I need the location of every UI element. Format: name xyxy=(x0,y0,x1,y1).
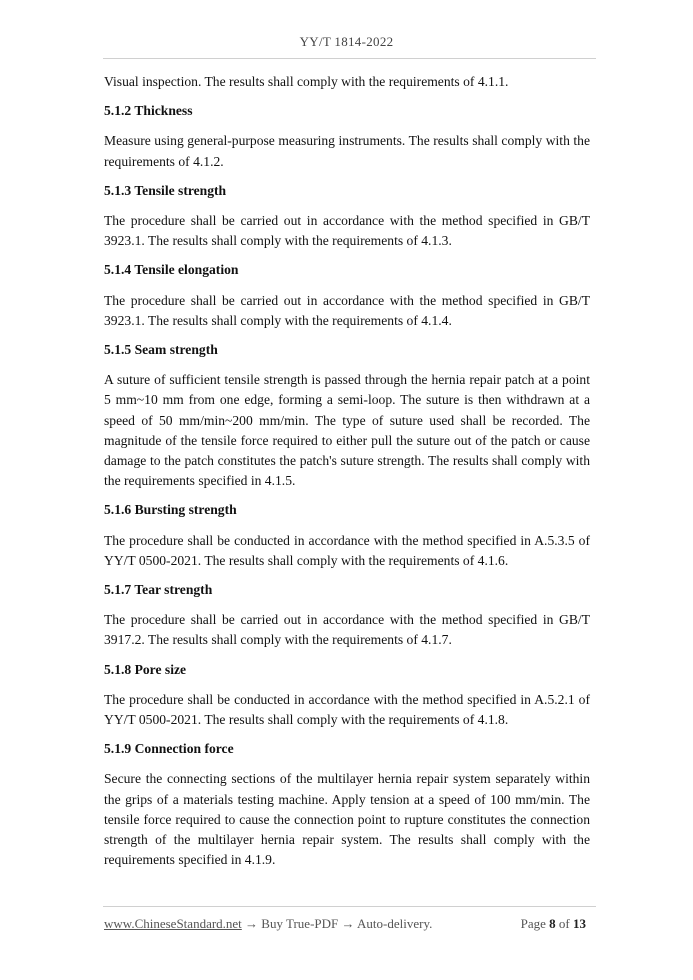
section-paragraph: The procedure shall be carried out in accordance with the method specified in GB/T 3923.1. The results shall comply with the requirements of 4.1.3. xyxy=(104,213,590,249)
section-paragraph: The procedure shall be conducted in accordance with the method specified in A.5.2.1 of YY/T 0500-2021. The results shall comply with the requirements of 4.1.8. xyxy=(104,691,590,728)
section-5-1-3 xyxy=(104,181,590,252)
section-5-1-5 xyxy=(104,340,590,491)
current-page: 8 xyxy=(549,916,556,931)
page-counter xyxy=(521,916,586,932)
section-heading: 5.1.9 Connection force xyxy=(104,741,234,757)
section-5-1-6 xyxy=(104,500,590,571)
page-header xyxy=(0,34,693,50)
section-heading: 5.1.7 Tear strength xyxy=(104,582,213,598)
arrow-right-icon: → xyxy=(245,916,259,931)
arrow-right-icon: → xyxy=(341,916,355,931)
section-paragraph: Secure the connecting sections of the multilayer hernia repair system separately within the grips of a materials testing machine. Apply tension at a speed of 100 mm/min. The tensile force required to cause the connection point to rupture constitutes the connection strength of the multilayer hernia repair system. The results shall comply with the requirements specified in 4.1.9. xyxy=(104,771,590,868)
page-label: Page xyxy=(520,916,546,931)
section-paragraph: The procedure shall be carried out in accordance with the method specified in GB/T 3923.1. The results shall comply with the requirements of 4.1.4. xyxy=(104,292,590,328)
section-5-1-4 xyxy=(104,260,590,331)
site-link[interactable]: www.ChineseStandard.net xyxy=(104,916,242,931)
section-5-1-7 xyxy=(104,580,590,651)
standard-code: YY/T 1814-2022 xyxy=(299,34,394,49)
footer-divider xyxy=(103,906,596,907)
section-heading: 5.1.3 Tensile strength xyxy=(104,182,227,198)
section-5-1-2 xyxy=(104,101,590,172)
section-paragraph: The procedure shall be carried out in accordance with the method specified in GB/T 3917.2. The results shall comply with the requirements of 4.1.7. xyxy=(104,612,590,648)
delivery-text: Auto-delivery. xyxy=(357,916,433,931)
intro-paragraph: Visual inspection. The results shall comply with the requirements of 4.1.1. xyxy=(104,74,509,89)
section-paragraph: The procedure shall be conducted in accordance with the method specified in A.5.3.5 of YY/T 0500-2021. The results shall comply with the requirements of 4.1.6. xyxy=(104,532,590,568)
section-5-1-8 xyxy=(104,660,590,731)
document-body xyxy=(104,72,590,880)
header-divider xyxy=(103,58,596,59)
section-heading: 5.1.5 Seam strength xyxy=(104,342,218,358)
total-pages: 13 xyxy=(573,916,586,931)
section-paragraph: A suture of sufficient tensile strength is passed through the hernia repair patch at a point 5 mm~10 mm from one edge, forming a semi-loop. The suture is then withdrawn at a speed of 50 mm/min~200 mm/min. The type of suture used shall be recorded. The magnitude of the tensile force required to either pull the suture out of the patch or cause damage to the patch constitutes the patch's suture strength. The results shall comply with the requirements specified in 4.1.5. xyxy=(104,372,590,489)
section-5-1-9 xyxy=(104,739,590,870)
buy-link[interactable]: Buy True-PDF xyxy=(261,916,339,931)
section-heading: 5.1.6 Bursting strength xyxy=(104,502,237,518)
footer-promo xyxy=(104,916,432,932)
of-label: of xyxy=(558,916,570,931)
section-heading: 5.1.4 Tensile elongation xyxy=(104,262,239,278)
section-paragraph: Measure using general-purpose measuring instruments. The results shall comply with the requirements of 4.1.2. xyxy=(104,133,590,169)
section-heading: 5.1.2 Thickness xyxy=(104,103,193,119)
section-heading: 5.1.8 Pore size xyxy=(104,661,187,677)
